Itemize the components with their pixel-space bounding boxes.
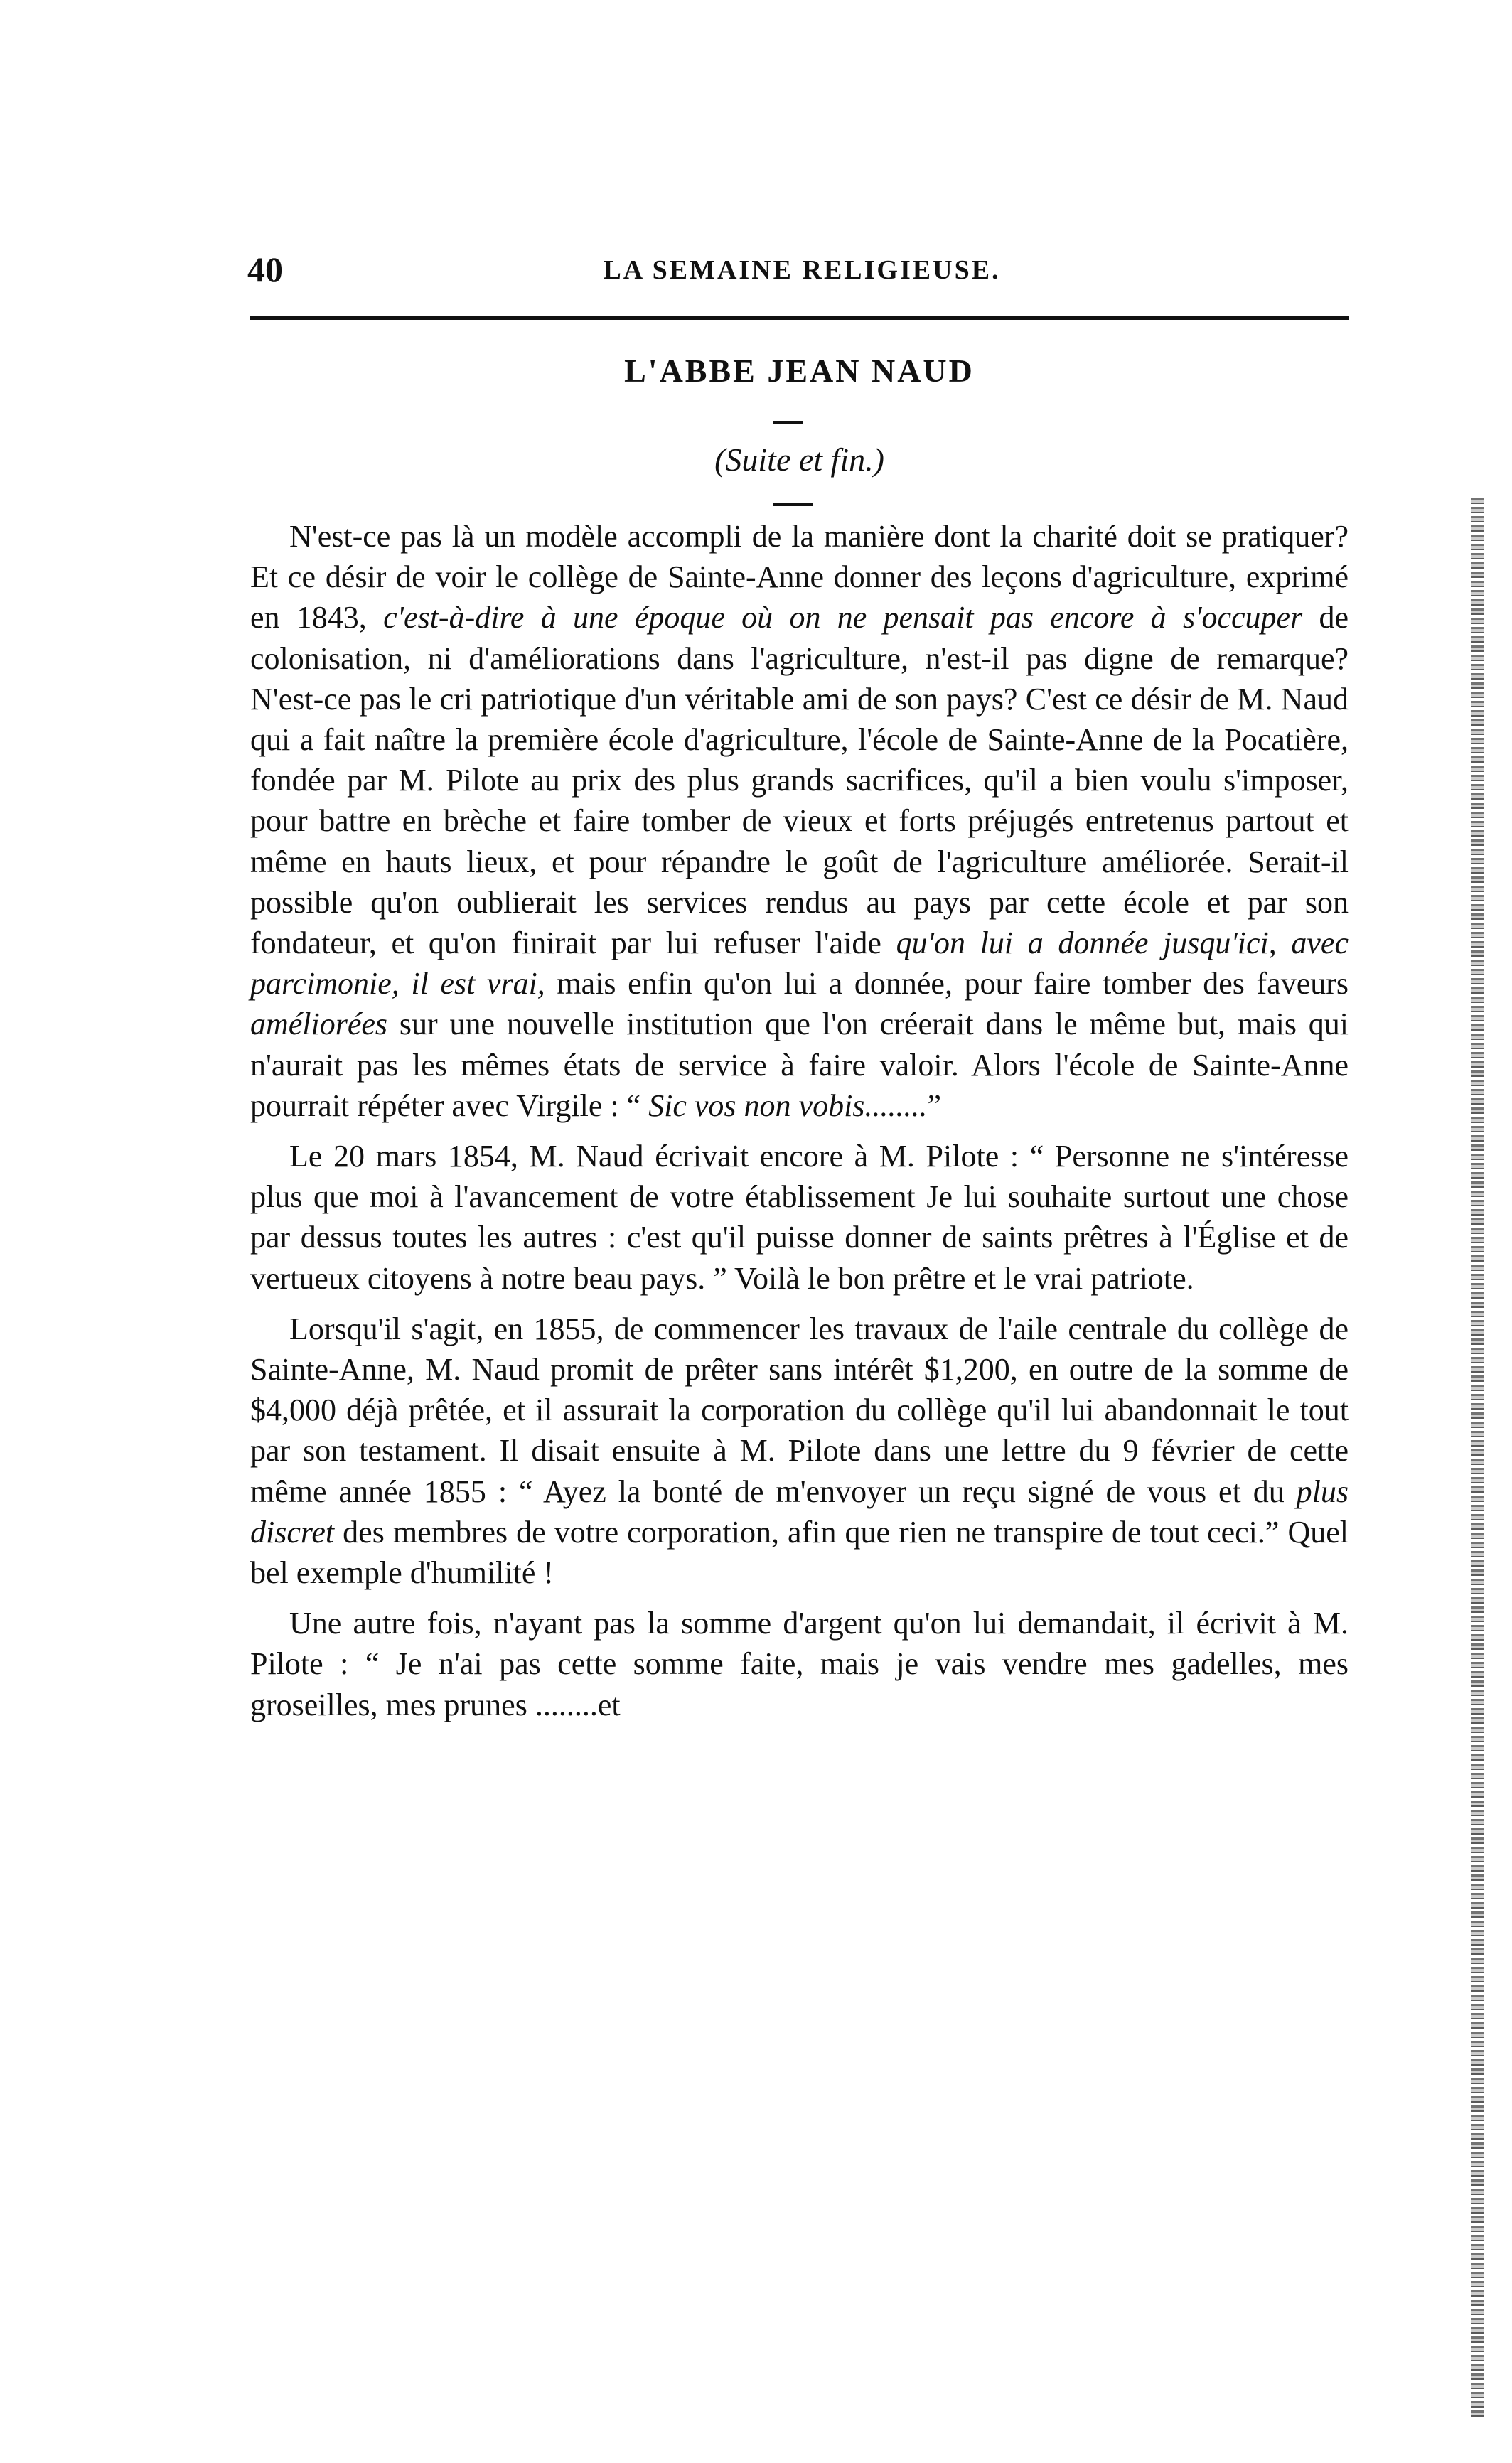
- subtitle-dash: [773, 503, 813, 506]
- header-rule: [250, 316, 1349, 320]
- text-run: ”: [927, 1088, 941, 1123]
- paragraph: [250, 1136, 1349, 1299]
- text-run: Une autre fois, n'ayant pas la somme d'argent qu'on lui demandait, il écrivit à M. Pilote : “ Je n'ai pas cette somme faite, mais je vais vendre mes gadelles, mes groseilles, mes prunes ........et: [250, 1606, 1349, 1722]
- paragraph: [250, 1603, 1349, 1725]
- text-run: des membres de votre corporation, afin que rien ne transpire de tout ceci.” Quel bel exemple d'humilité !: [250, 1514, 1349, 1591]
- italic-text-run: c'est-à-dire à une époque où on ne pensait pas encore à s'occuper: [383, 600, 1303, 635]
- running-head: [247, 249, 1356, 299]
- text-run: mais enfin qu'on lui a donnée, pour faire tomber des faveurs: [545, 966, 1349, 1002]
- text-run: de colonisation, ni d'améliorations dans l'agriculture, n'est-il pas digne de remarque? N'est-ce pas le cri patriotique d'un véritable ami de son pays? C'est ce désir de M. Naud qui a fait naître la première école d'agriculture, l'école de Sainte-Anne de la Pocatière, fondée par M. Pilote au prix des plus grands sacrifices, qu'il a bien voulu s'imposer, pour battre en brèche et faire tomber de vieux et forts préjugés entretenus partout et même en hauts lieux, et pour répandre le goût de l'agriculture améliorée. Serait-il possible qu'on oublierait les services rendus au pays par cette école et par son fondateur, et qu'on finirait par lui refuser l'aide: [250, 600, 1349, 961]
- scanned-page-edge: [1471, 498, 1484, 2417]
- journal-title: LA SEMAINE RELIGIEUSE.: [603, 255, 1001, 285]
- page-number: 40: [247, 249, 283, 289]
- paragraph: [250, 516, 1349, 1126]
- text-run: Lorsqu'il s'agit, en 1855, de commencer les travaux de l'aile centrale du collège de Sainte-Anne, M. Naud promit de prêter sans intérêt $1,200, en outre de la somme de $4,000 déjà prêtée, et il assurait la corporation du collège qu'il lui abandonnait le tout par son testament. Il disait ensuite à M. Pilote dans une lettre du 9 février de cette même année 1855 : “ Ayez la bonté de m'envoyer un reçu signé de vous et du: [250, 1311, 1349, 1509]
- article-title: L'ABBE JEAN NAUD: [624, 353, 975, 389]
- article-body: [250, 516, 1349, 1725]
- title-dash: [773, 421, 803, 424]
- italic-text-run: améliorées: [250, 1007, 388, 1042]
- article-subtitle: (Suite et fin.): [714, 441, 884, 478]
- text-run: Le 20 mars 1854, M. Naud écrivait encore à M. Pilote : “ Personne ne s'intéresse plus que moi à l'avancement de votre établissement Je lui souhaite surtout une chose par dessus toutes les autres : c'est qu'il puisse donner de saints prêtres à l'Église et de vertueux citoyens à notre beau pays. ” Voilà le bon prêtre et le vrai patriote.: [250, 1139, 1349, 1296]
- paragraph: [250, 1309, 1349, 1593]
- text-run: N'est-ce pas là un modèle accompli de la manière dont la charité doit se pratiquer? Et ce désir de voir le collège de Sainte-Anne donner des leçons d'agriculture, exprimé en 1843,: [250, 519, 1349, 635]
- italic-text-run: Sic vos non vobis........: [648, 1088, 928, 1123]
- italic-text-run: plus discret: [250, 1474, 1349, 1550]
- italic-text-run: qu'on lui a donnée jusqu'ici, avec parcimonie, il est vrai,: [250, 925, 1349, 1002]
- text-run: sur une nouvelle institution que l'on créerait dans le même but, mais qui n'aurait pas les mêmes états de service à faire valoir. Alors l'école de Sainte-Anne pourrait répéter avec Virgile : “: [250, 1007, 1349, 1123]
